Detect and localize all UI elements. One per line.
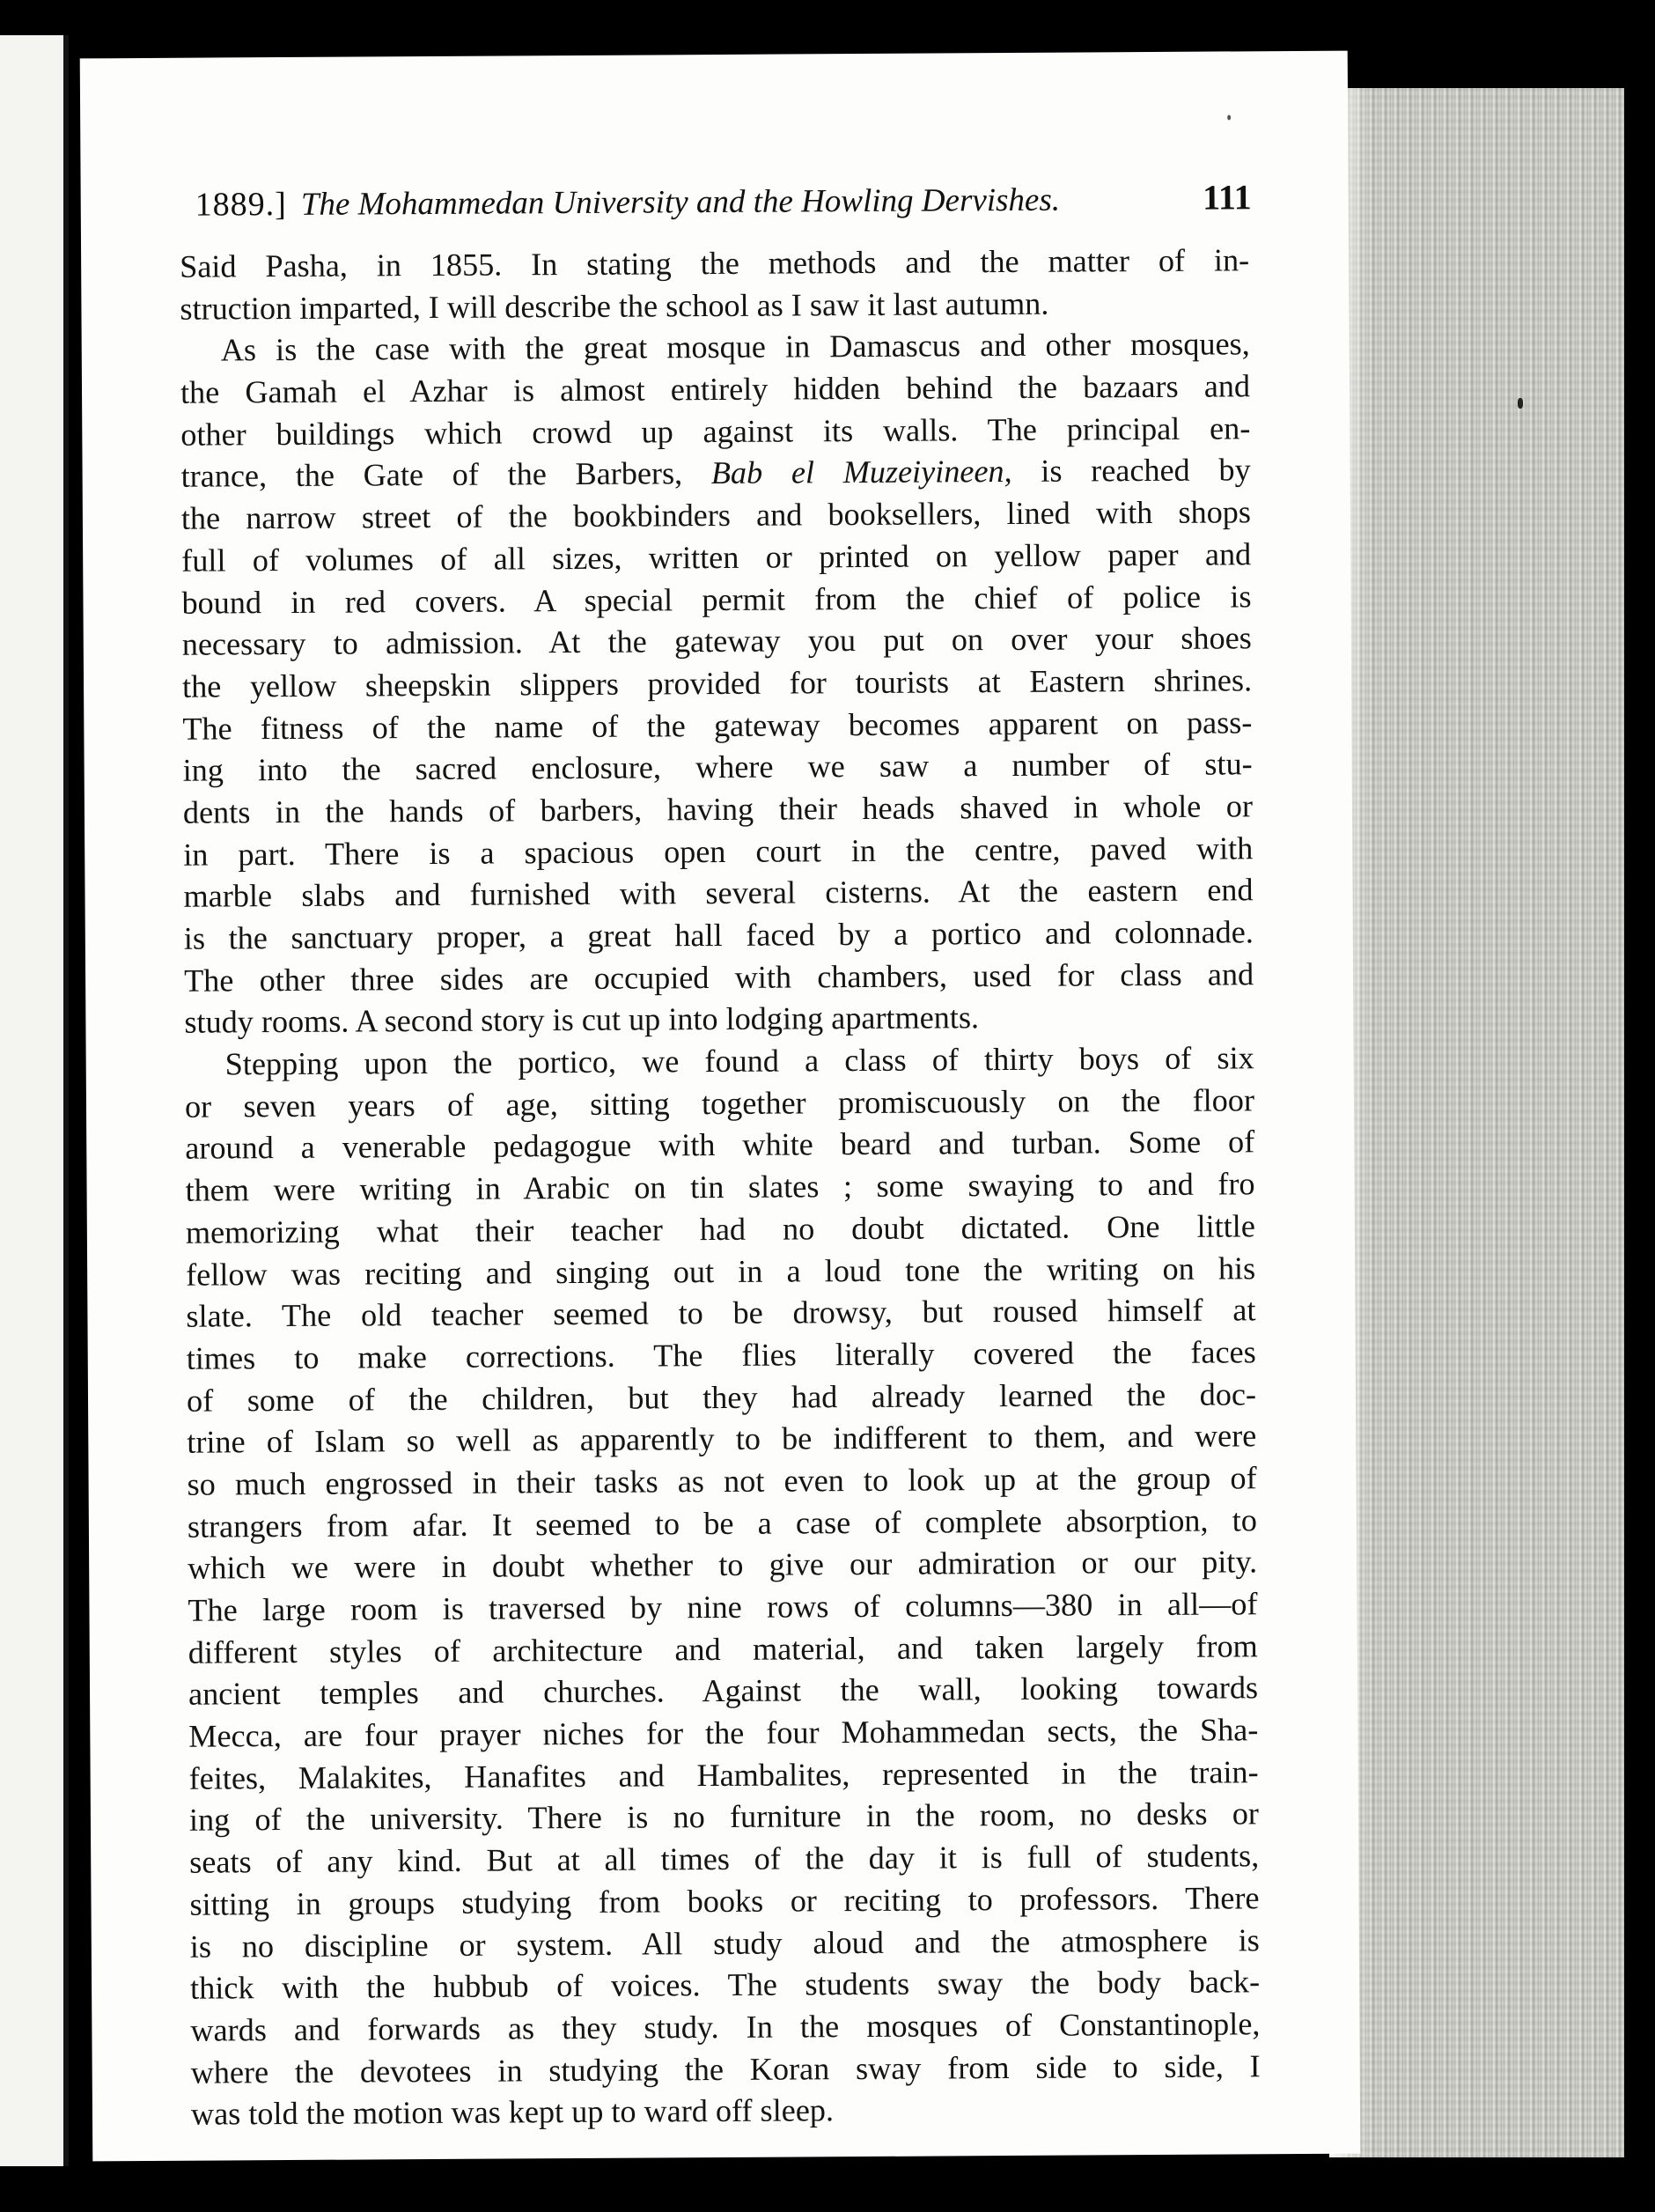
text-line: them were writing in Arabic on tin slates ; some swaying to and fro [185,1166,1255,1208]
text-line: different styles of architecture and material, and taken largely from [188,1627,1258,1670]
text-line: other buildings which crowd up against its walls. The principal en- [180,410,1251,453]
text-line: the yellow sheepskin slippers provided for tourists at Eastern shrines. [181,662,1253,704]
ink-speck [1227,114,1231,120]
text-line: times to make corrections. The flies literally covered the faces [186,1334,1256,1376]
book-page [80,51,1361,2162]
text-run: is reached by [1011,452,1251,490]
text-line: where the devotees in studying the Koran sway from side to side, I [190,2047,1261,2090]
text-line: which we were in doubt whether to give our admiration or our pity. [188,1544,1258,1587]
text-line: fellow was reciting and singing out in a loud tone the writing on his [186,1250,1256,1293]
text-line: was told the motion was kept up to ward off sleep. [190,2092,835,2132]
text-line: ancient temples and churches. Against the wall, looking towards [188,1670,1259,1713]
text-line: trine of Islam so well as apparently to be indifferent to them, and were [187,1418,1257,1460]
text-line: struction imparted, I will describe the school as I saw it last autumn. [180,285,1049,327]
text-line: seats of any kind. But at all times of the day it is full of students, [189,1838,1260,1880]
text-line: The fitness of the name of the gateway becomes apparent on pass- [182,704,1253,747]
text-line: is no discipline or system. All study aloud and the atmosphere is [189,1921,1260,1965]
running-head-year: 1889.] [195,185,288,224]
italic-text-run: Bab el Muzeiyineen, [710,453,1012,491]
text-line [180,450,1250,498]
body-text [180,240,1261,2135]
text-run: trance, the Gate of the Barbers, [180,455,711,495]
text-line: full of volumes of all sizes, written or printed on yellow paper and [181,536,1252,579]
running-head [195,176,1252,235]
text-line: thick with the hubbub of voices. The students sway the body back- [189,1964,1261,2006]
text-line: or seven years of age, sitting together promiscuously on the floor [184,1082,1255,1124]
paragraph [185,1037,1261,2135]
text-line: marble slabs and furnished with several cisterns. At the eastern end [183,872,1254,915]
text-line: dents in the hands of barbers, having their heads shaved in whole or [182,788,1254,830]
text-line: so much engrossed in their tasks as not even to look up at the group of [187,1460,1257,1502]
text-line: is the sanctuary proper, a great hall faced by a portico and colonnade. [183,914,1254,956]
text-line: the narrow street of the bookbinders and booksellers, lined with shops [180,494,1252,536]
text-line: the Gamah el Azhar is almost entirely hidden behind the bazaars and [180,368,1251,410]
previous-page-edge [0,35,69,2166]
text-line: ing into the sacred enclosure, where we saw a number of stu- [182,746,1253,788]
text-line: strangers from afar. It seemed to be a case of complete absorption, to [187,1501,1258,1545]
text-line: The other three sides are occupied with chambers, used for class and [183,955,1254,999]
book-page-edges [1329,88,1624,2157]
text-line: necessary to admission. At the gateway you put on over your shoes [181,620,1252,662]
text-line: memorizing what their teacher had no doubt dictated. One little [185,1208,1255,1250]
text-line: study rooms. A second story is cut up into lodging apartments. [184,999,980,1041]
text-line: Said Pasha, in 1855. In stating the methods and the matter of in- [180,242,1250,284]
paragraph [180,240,1250,330]
text-line: in part. There is a spacious open court in the centre, paved with [183,830,1254,873]
text-line: of some of the children, but they had already learned the doc- [186,1375,1257,1419]
running-head-title: The Mohammedan University and the Howling Dervishes. [300,181,1061,223]
text-line: wards and forwards as they study. In the mosques of Constantinople, [190,2006,1261,2048]
paragraph [180,324,1254,1044]
text-line: ing of the university. There is no furniture in the room, no desks or [188,1795,1260,1839]
page-number: 111 [1202,177,1252,218]
ink-speck [1518,398,1523,409]
text-line: The large room is traversed by nine rows of columns—380 in all—of [188,1586,1258,1628]
text-line: around a venerable pedagogue with white beard and turban. Some of [185,1124,1255,1167]
text-line: bound in red covers. A special permit from the chief of police is [181,578,1252,621]
text-line: sitting in groups studying from books or reciting to professors. There [189,1880,1260,1922]
text-line: As is the case with the great mosque in Damascus and other mosques, [220,326,1250,368]
text-line: slate. The old teacher seemed to be drowsy, but roused himself at [186,1292,1256,1334]
text-line: Mecca, are four prayer niches for the four Mohammedan sects, the Sha- [188,1712,1259,1754]
text-line: Stepping upon the portico, we found a class of thirty boys of six [224,1040,1254,1082]
text-line: feites, Malakites, Hanafites and Hambalites, represented in the train- [188,1754,1259,1796]
